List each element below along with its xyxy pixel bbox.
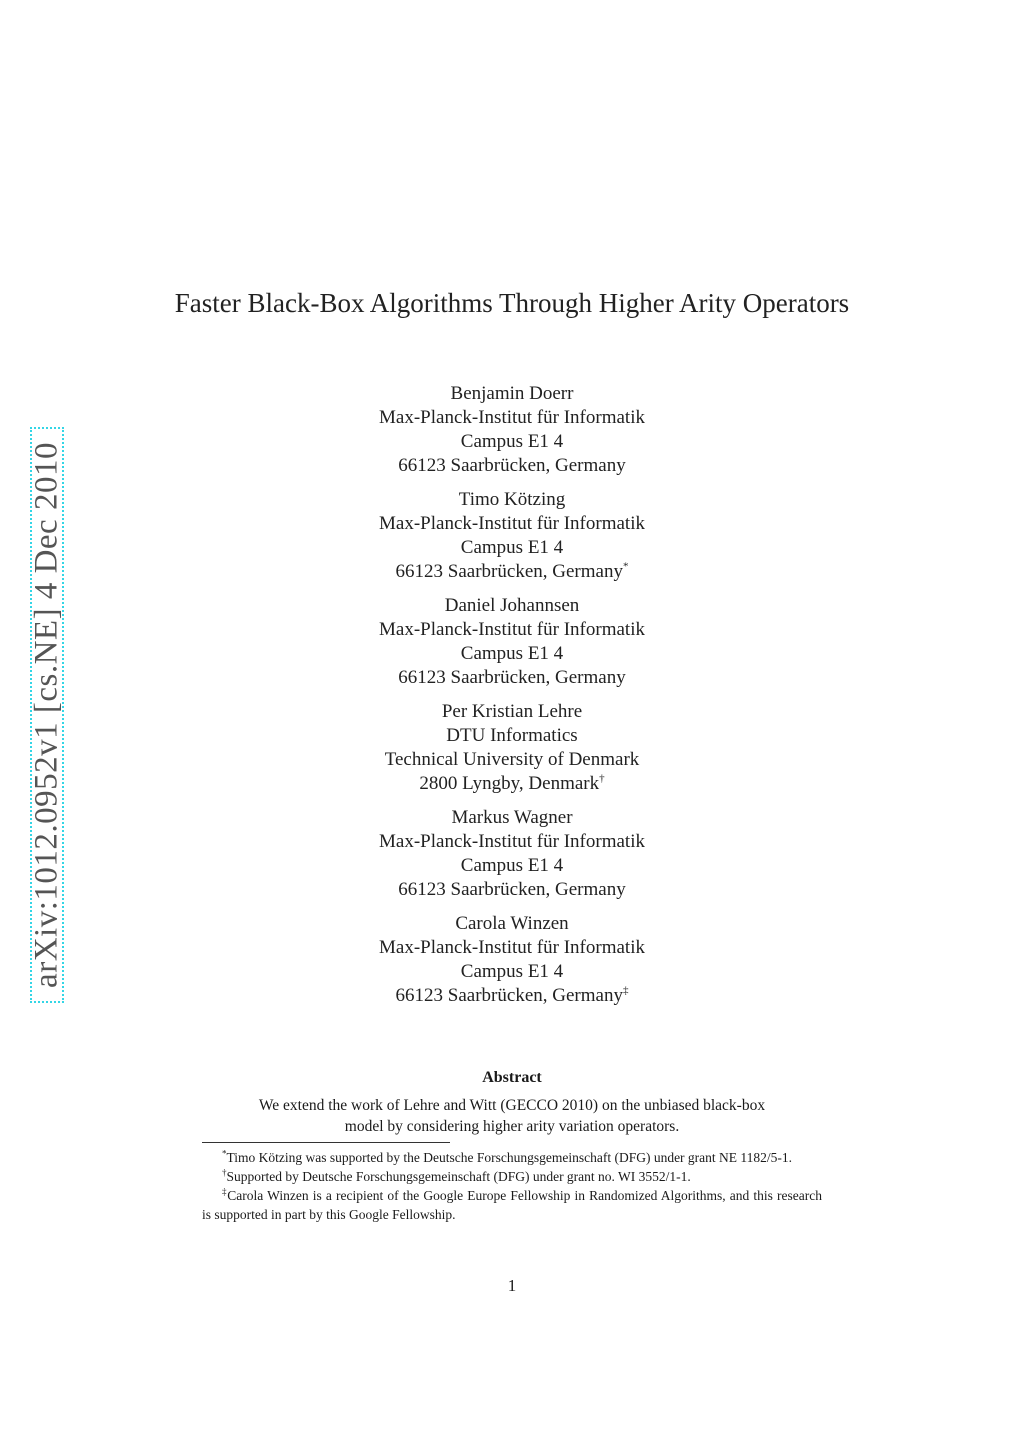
footnote-mark: *	[622, 560, 629, 573]
author-block	[212, 594, 812, 690]
author-address: 66123 Saarbrücken, Germany	[398, 879, 626, 900]
author-affiliation: DTU Informatics	[446, 725, 578, 746]
author-affiliation: Max-Planck-Institut für Informatik	[379, 407, 645, 428]
author-affiliation: Max-Planck-Institut für Informatik	[379, 937, 645, 958]
author-block	[212, 700, 812, 796]
author-affiliation: Max-Planck-Institut für Informatik	[379, 619, 645, 640]
abstract-heading: Abstract	[482, 1069, 542, 1086]
footnote	[202, 1186, 822, 1224]
author-address: 66123 Saarbrücken, Germany‡	[395, 984, 629, 1006]
author-block	[212, 488, 812, 584]
author-address: Campus E1 4	[460, 537, 564, 558]
author-address: 66123 Saarbrücken, Germany	[398, 667, 626, 688]
arxiv-stamp: arXiv:1012.0952v1 [cs.NE] 4 Dec 2010	[28, 442, 65, 988]
footnote	[202, 1148, 822, 1167]
footnote-divider	[202, 1142, 450, 1143]
abstract-text: We extend the work of Lehre and Witt (GECCO 2010) on the unbiased black-box model by considering higher arity variation operators.	[258, 1097, 766, 1135]
author-block	[212, 806, 812, 902]
author-name: Carola Winzen	[455, 913, 569, 934]
footnote-mark: †	[599, 772, 605, 785]
footnote-text: Timo Kötzing was supported by the Deutsche Forschungsgemeinschaft (DFG) under grant NE 1182/5-1.	[226, 1150, 793, 1165]
author-address: Campus E1 4	[460, 855, 564, 876]
author-name: Benjamin Doerr	[450, 383, 574, 404]
author-name: Markus Wagner	[451, 807, 573, 828]
footnote-mark: ‡	[222, 1186, 228, 1197]
page-number: 1	[507, 1276, 517, 1295]
author-address: Campus E1 4	[460, 431, 564, 452]
paper-title: Faster Black-Box Algorithms Through Higher Arity Operators	[174, 288, 850, 318]
footnotes	[202, 1148, 822, 1224]
author-affiliation: Max-Planck-Institut für Informatik	[379, 513, 645, 534]
footnote-mark: *	[222, 1148, 227, 1159]
footnote	[202, 1167, 822, 1186]
author-block	[212, 912, 812, 1008]
author-address: Technical University of Denmark	[384, 749, 640, 770]
footnote-text: Supported by Deutsche Forschungsgemeinschaft (DFG) under grant no. WI 3552/1-1.	[226, 1169, 691, 1184]
author-address: 66123 Saarbrücken, Germany	[398, 455, 626, 476]
author-name: Timo Kötzing	[458, 489, 566, 510]
author-address: 2800 Lyngby, Denmark†	[419, 772, 605, 794]
author-name: Daniel Johannsen	[444, 595, 580, 616]
author-name: Per Kristian Lehre	[441, 701, 583, 722]
author-address: Campus E1 4	[460, 961, 564, 982]
footnote-mark: †	[222, 1167, 227, 1178]
footnote-mark: ‡	[622, 984, 629, 997]
author-address: Campus E1 4	[460, 643, 564, 664]
author-affiliation: Max-Planck-Institut für Informatik	[379, 831, 645, 852]
author-list	[212, 382, 812, 1018]
footnote-text: Carola Winzen is a recipient of the Google Europe Fellowship in Randomized Algorithms, and this research is supported in part by this Google Fellowship.	[202, 1188, 822, 1222]
author-address: 66123 Saarbrücken, Germany*	[395, 560, 629, 582]
author-block	[212, 382, 812, 478]
